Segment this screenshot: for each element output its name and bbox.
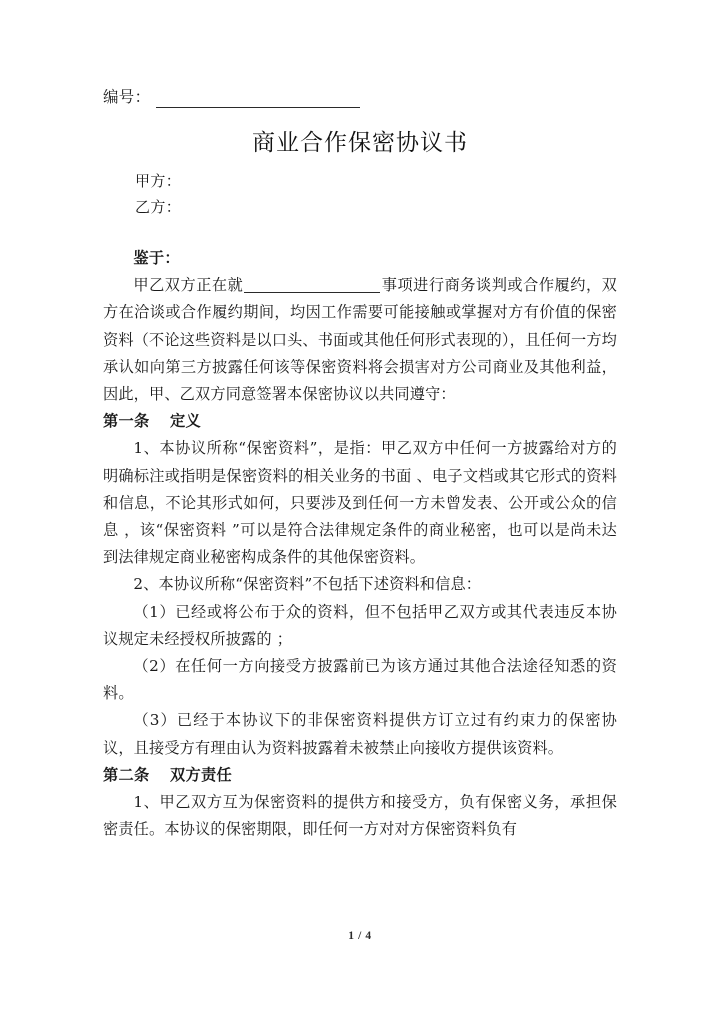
article-1-paragraph-3: （1）已经或将公布于众的资料，但不包括甲乙双方或其代表违反本协议规定未经授权所披露的 ；: [103, 602, 617, 648]
document-body: [103, 0, 617, 843]
article-2-number: 第二条: [103, 765, 150, 784]
page-title: 商业合作保密协议书: [252, 129, 468, 155]
article-1-paragraph-4: （2）在任何一方向接受方披露前已为该方通过其他合法途径知悉的资料。: [103, 657, 617, 703]
party-yifang-label: 乙方：: [135, 199, 182, 216]
article-2-paragraph-1: 1、甲乙双方互为保密资料的提供方和接受方，负有保密义务，承担保密责任。本协议的保密期限，即任何一方对对方保密资料负有: [103, 793, 617, 839]
article-1-heading: [103, 408, 617, 435]
recitals-paragraph: [103, 272, 617, 408]
page-number-footer: 1 / 4: [348, 930, 372, 942]
recitals-text-after-blank: 事项进行商务谈判或合作履约，双方在洽谈或合作履约期间，均因工作需要可能接触或掌握对方有价值的保密资料（不论这些资料是以口头、书面或其他任何形式表现的），且任何一方均承认如向第三方披露任何该等保密资料将会损害对方公司商业及其他利益，因此，甲、乙双方同意签署本保密协议以共同遵守：: [103, 276, 617, 404]
article-2-heading: [103, 762, 617, 789]
document-number-row: [103, 84, 617, 108]
recitals-subject-blank[interactable]: [244, 277, 380, 293]
article-1-title: 定义: [169, 412, 201, 431]
recitals-heading: 鉴于：: [133, 249, 180, 267]
document-number-label: 编号：: [103, 89, 151, 106]
document-number-input-blank[interactable]: [156, 90, 360, 108]
party-list: [103, 169, 617, 221]
article-1-paragraph-2: 2、本协议所称“保密资料”不包括下述资料和信息：: [133, 575, 482, 594]
recitals-text-before-blank: 甲乙双方正在就: [133, 276, 244, 295]
party-jiafang-label: 甲方：: [135, 173, 182, 190]
spacer: [103, 221, 617, 245]
article-1-paragraph-5: （3）已经于本协议下的非保密资料提供方订立过有约束力的保密协议，且接受方有理由认为资料披露着未被禁止向接收方提供该资料。: [103, 711, 617, 757]
article-1-number: 第一条: [103, 412, 150, 431]
article-2-title: 双方责任: [169, 765, 232, 784]
article-1-paragraph-1: 1、本协议所称“保密资料”，是指：甲乙双方中任何一方披露给对方的明确标注或指明是保密资料的相关业务的书面 、电子文档或其它形式的资料和信息，不论其形式如何，只要涉及到任何一方未曾发表、公开或公众的信息 ，该“保密资料 ”可以是符合法律规定条件的商业秘密，也可以是尚未达到法律规定商业秘密构成条件的其他保密资料。: [103, 439, 617, 567]
